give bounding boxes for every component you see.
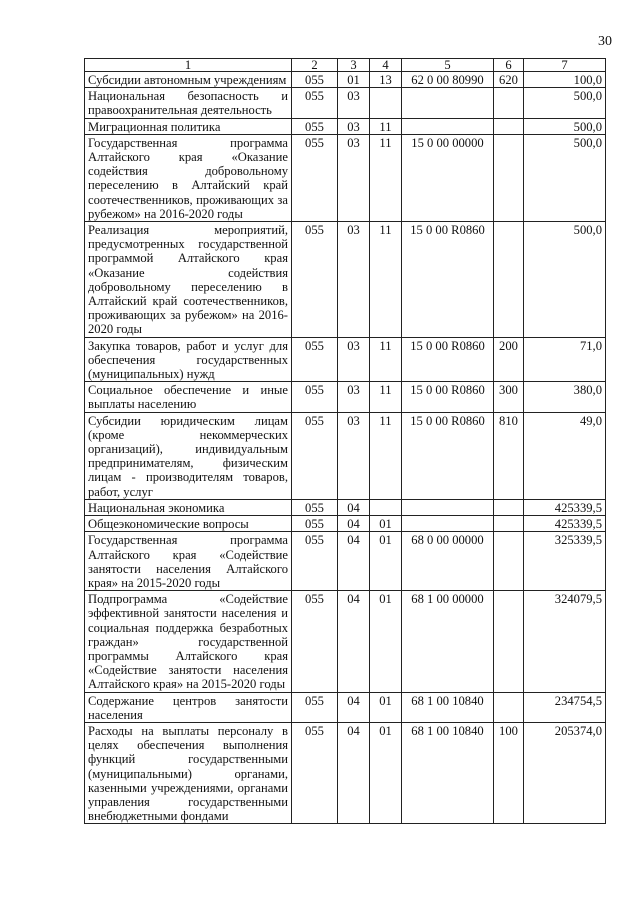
expense-type-cell	[494, 118, 524, 134]
section-cell: 03	[338, 134, 370, 221]
row-name-cell: Национальная безопасность и правоохранительная деятельность	[85, 88, 292, 118]
row-name-cell: Субсидии автономным учреждениям	[85, 72, 292, 88]
page-number: 30	[598, 34, 612, 49]
amount-cell: 71,0	[524, 337, 606, 382]
amount-cell: 500,0	[524, 88, 606, 118]
row-name-cell: Реализация мероприятий, предусмотренных государственной программой Алтайского края «Оказание содействия добровольному переселению в Алтайский край соотечественников, проживающих за рубежом» на 2016-2020 годы	[85, 222, 292, 338]
amount-cell: 234754,5	[524, 692, 606, 722]
section-cell: 03	[338, 337, 370, 382]
target-article-cell	[402, 516, 494, 532]
expense-type-cell	[494, 532, 524, 591]
target-article-cell: 15 0 00 R0860	[402, 222, 494, 338]
table-row	[85, 88, 606, 118]
column-header: 3	[338, 59, 370, 72]
target-article-cell: 68 0 00 00000	[402, 532, 494, 591]
section-cell: 03	[338, 88, 370, 118]
subsection-cell: 01	[370, 722, 402, 823]
expense-type-cell: 300	[494, 382, 524, 412]
row-name-cell: Миграционная политика	[85, 118, 292, 134]
table-row	[85, 382, 606, 412]
subsection-cell: 11	[370, 337, 402, 382]
row-name-cell: Государственная программа Алтайского края «Оказание содействия добровольному переселению в Алтайский край соотечественников, проживающих за рубежом» на 2016-2020 годы	[85, 134, 292, 221]
target-article-cell: 68 1 00 10840	[402, 692, 494, 722]
subsection-cell: 13	[370, 72, 402, 88]
code-cell: 055	[292, 382, 338, 412]
target-article-cell	[402, 88, 494, 118]
table-row	[85, 118, 606, 134]
subsection-cell: 01	[370, 516, 402, 532]
subsection-cell	[370, 88, 402, 118]
target-article-cell: 62 0 00 80990	[402, 72, 494, 88]
expense-type-cell: 620	[494, 72, 524, 88]
target-article-cell: 15 0 00 R0860	[402, 412, 494, 499]
expense-type-cell	[494, 591, 524, 692]
amount-cell: 100,0	[524, 72, 606, 88]
table-row	[85, 134, 606, 221]
table-row	[85, 499, 606, 515]
column-header: 1	[85, 59, 292, 72]
section-cell: 03	[338, 222, 370, 338]
code-cell: 055	[292, 532, 338, 591]
subsection-cell: 01	[370, 591, 402, 692]
code-cell: 055	[292, 72, 338, 88]
subsection-cell: 11	[370, 382, 402, 412]
section-cell: 04	[338, 722, 370, 823]
table-row	[85, 72, 606, 88]
column-header: 6	[494, 59, 524, 72]
code-cell: 055	[292, 499, 338, 515]
code-cell: 055	[292, 337, 338, 382]
table-row	[85, 516, 606, 532]
amount-cell: 425339,5	[524, 499, 606, 515]
section-cell: 03	[338, 118, 370, 134]
row-name-cell: Государственная программа Алтайского края «Содействие занятости населения Алтайского края» на 2015-2020 годы	[85, 532, 292, 591]
amount-cell: 324079,5	[524, 591, 606, 692]
section-cell: 04	[338, 591, 370, 692]
row-name-cell: Расходы на выплаты персоналу в целях обеспечения выполнения функций государственными (муниципальными) органами, казенными учреждениями, органами управления государственными внебюджетными фондами	[85, 722, 292, 823]
code-cell: 055	[292, 722, 338, 823]
code-cell: 055	[292, 88, 338, 118]
table-row	[85, 337, 606, 382]
row-name-cell: Социальное обеспечение и иные выплаты населению	[85, 382, 292, 412]
row-name-cell: Субсидии юридическим лицам (кроме некоммерческих организаций), индивидуальным предпринимателям, физическим лицам - производителям товаров, работ, услуг	[85, 412, 292, 499]
subsection-cell: 01	[370, 692, 402, 722]
subsection-cell: 11	[370, 118, 402, 134]
subsection-cell: 11	[370, 134, 402, 221]
table-row	[85, 692, 606, 722]
column-header: 7	[524, 59, 606, 72]
amount-cell: 49,0	[524, 412, 606, 499]
expense-type-cell	[494, 692, 524, 722]
amount-cell: 205374,0	[524, 722, 606, 823]
column-header: 2	[292, 59, 338, 72]
table-row	[85, 222, 606, 338]
row-name-cell: Подпрограмма «Содействие эффективной занятости населения и социальная поддержка безработных граждан» государственной программы Алтайского края «Содействие занятости населения Алтайского края» на 2015-2020 годы	[85, 591, 292, 692]
column-header: 5	[402, 59, 494, 72]
target-article-cell	[402, 118, 494, 134]
section-cell: 01	[338, 72, 370, 88]
table-row	[85, 412, 606, 499]
target-article-cell: 15 0 00 R0860	[402, 382, 494, 412]
amount-cell: 500,0	[524, 222, 606, 338]
target-article-cell	[402, 499, 494, 515]
amount-cell: 325339,5	[524, 532, 606, 591]
code-cell: 055	[292, 692, 338, 722]
code-cell: 055	[292, 134, 338, 221]
section-cell: 04	[338, 692, 370, 722]
code-cell: 055	[292, 412, 338, 499]
subsection-cell	[370, 499, 402, 515]
row-name-cell: Содержание центров занятости населения	[85, 692, 292, 722]
header-row	[85, 59, 606, 72]
row-name-cell: Национальная экономика	[85, 499, 292, 515]
table-row	[85, 591, 606, 692]
section-cell: 04	[338, 499, 370, 515]
amount-cell: 380,0	[524, 382, 606, 412]
row-name-cell: Общеэкономические вопросы	[85, 516, 292, 532]
target-article-cell: 15 0 00 R0860	[402, 337, 494, 382]
expense-type-cell: 200	[494, 337, 524, 382]
code-cell: 055	[292, 516, 338, 532]
subsection-cell: 11	[370, 412, 402, 499]
subsection-cell: 11	[370, 222, 402, 338]
amount-cell: 500,0	[524, 118, 606, 134]
target-article-cell: 68 1 00 10840	[402, 722, 494, 823]
expense-type-cell	[494, 134, 524, 221]
amount-cell: 500,0	[524, 134, 606, 221]
table-row	[85, 532, 606, 591]
row-name-cell: Закупка товаров, работ и услуг для обеспечения государственных (муниципальных) нужд	[85, 337, 292, 382]
expense-type-cell	[494, 88, 524, 118]
section-cell: 04	[338, 532, 370, 591]
target-article-cell: 68 1 00 00000	[402, 591, 494, 692]
subsection-cell: 01	[370, 532, 402, 591]
section-cell: 03	[338, 382, 370, 412]
amount-cell: 425339,5	[524, 516, 606, 532]
section-cell: 03	[338, 412, 370, 499]
expense-type-cell	[494, 516, 524, 532]
expense-type-cell: 100	[494, 722, 524, 823]
expense-type-cell	[494, 222, 524, 338]
budget-table	[84, 58, 606, 824]
column-header: 4	[370, 59, 402, 72]
code-cell: 055	[292, 222, 338, 338]
section-cell: 04	[338, 516, 370, 532]
expense-type-cell: 810	[494, 412, 524, 499]
expense-type-cell	[494, 499, 524, 515]
target-article-cell: 15 0 00 00000	[402, 134, 494, 221]
code-cell: 055	[292, 591, 338, 692]
code-cell: 055	[292, 118, 338, 134]
table-row	[85, 722, 606, 823]
